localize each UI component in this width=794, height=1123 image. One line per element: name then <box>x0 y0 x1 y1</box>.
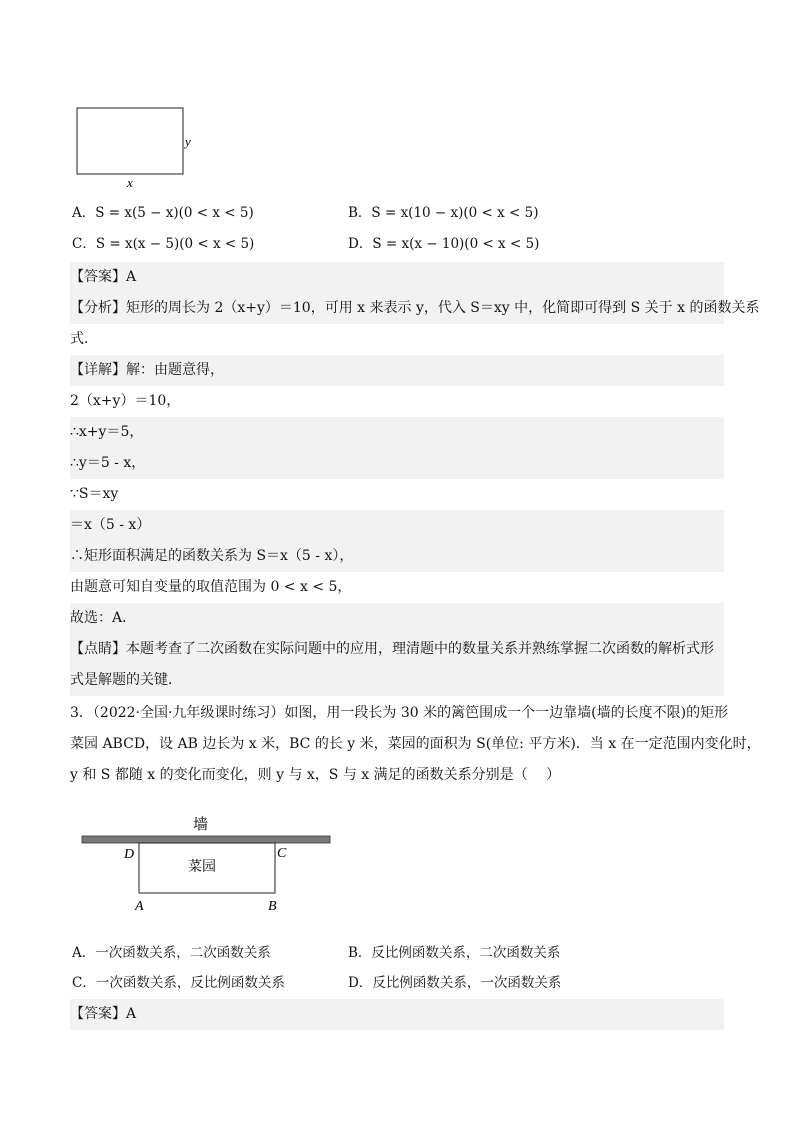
garden-label: 菜园 <box>188 860 216 875</box>
point-d-label: D <box>124 847 135 862</box>
q2-comment-line2: 式是解题的关键． <box>70 665 724 696</box>
y-label: y <box>185 134 191 149</box>
q2-detail-heading: 【详解】解：由题意得， <box>70 355 724 386</box>
wall-label: 墙 <box>193 817 209 833</box>
q2-step-6: ∴矩形面积满足的函数关系为 S＝x（5 - x）， <box>70 541 724 572</box>
q2-answer: 【答案】A <box>70 262 724 293</box>
rectangle-figure <box>70 100 210 195</box>
q2-step-2: ∴x+y＝5， <box>70 417 724 448</box>
q2-option-a: A．S = x(5 − x)(0 < x < 5) <box>72 205 254 221</box>
rectangle-shape <box>77 108 183 174</box>
q2-step-4: ∵S＝xy <box>70 486 119 502</box>
q2-option-d: D．S = x(x − 10)(0 < x < 5) <box>348 236 540 252</box>
q3-option-a: A．一次函数关系，二次函数关系 <box>72 945 271 961</box>
q2-comment-line1: 【点睛】本题考查了二次函数在实际问题中的应用，理清题中的数量关系并熟练掌握二次函数的解析式形 <box>70 634 724 665</box>
q3-text-line3: y 和 S 都随 x 的变化而变化，则 y 与 x，S 与 x 满足的函数关系分别是（ ） <box>70 767 561 783</box>
q3-text-line2: 菜园 ABCD，设 AB 边长为 x 米，BC 的长 y 米，菜园的面积为 S(单位: 平方米)．当 x 在一定范围内变化时， <box>70 736 761 752</box>
q3-option-c: C．一次函数关系，反比例函数关系 <box>72 975 285 991</box>
garden-figure <box>78 810 338 920</box>
q3-option-b: B．反比例函数关系，二次函数关系 <box>348 945 561 961</box>
point-b-label: B <box>268 899 277 914</box>
q2-analysis-line1: 【分析】矩形的周长为 2（x+y）＝10，可用 x 来表示 y，代入 S＝xy 中，化简即可得到 S 关于 x 的函数关系 <box>70 293 724 324</box>
q2-option-c: C．S = x(x − 5)(0 < x < 5) <box>72 236 255 252</box>
q3-text-line1: 3．（2022·全国·九年级课时练习）如图，用一段长为 30 米的篱笆围成一个一边靠墙(墙的长度不限)的矩形 <box>70 705 729 721</box>
q2-step-1: 2（x+y）＝10， <box>70 393 181 409</box>
q3-answer: 【答案】A <box>70 999 724 1030</box>
q3-option-d: D．反比例函数关系，一次函数关系 <box>348 975 562 991</box>
point-c-label: C <box>277 846 287 861</box>
x-label: x <box>127 175 133 190</box>
q2-step-5: ＝x（5 - x） <box>70 510 724 541</box>
q2-analysis-line2: 式． <box>70 331 98 347</box>
q2-option-b: B．S = x(10 − x)(0 < x < 5) <box>348 205 539 221</box>
wall-bar <box>82 836 330 843</box>
point-a-label: A <box>135 899 144 914</box>
q2-choose: 故选：A． <box>70 603 724 634</box>
q2-step-3: ∴y＝5 - x， <box>70 448 724 479</box>
q2-step-7: 由题意可知自变量的取值范围为 0 < x < 5， <box>70 579 352 595</box>
